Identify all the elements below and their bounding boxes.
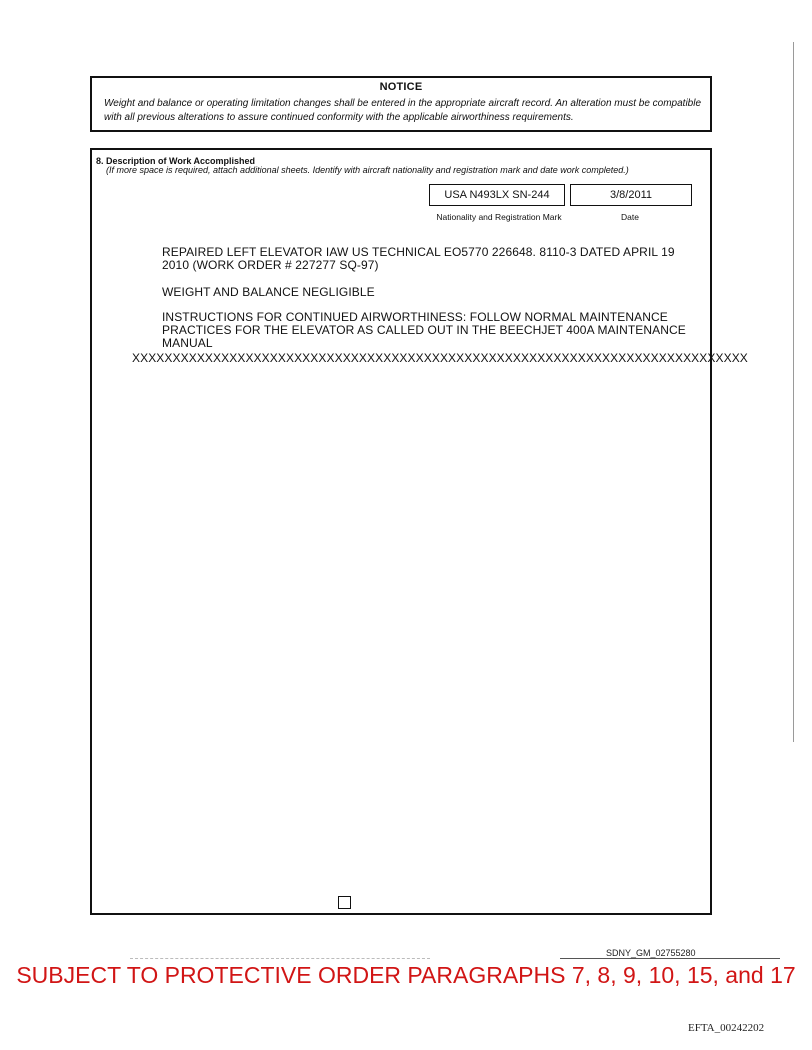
notice-text: Weight and balance or operating limitation changes shall be entered in the appropriate aircraft record. An alteration must be compatible with all previous alterations to assure continued conformity with the applicable airworthiness requirements.	[104, 98, 702, 123]
right-margin-rule	[793, 42, 794, 742]
notice-title: NOTICE	[379, 81, 423, 93]
efta-number: EFTA_00242202	[688, 1022, 765, 1034]
date-field: 3/8/2011	[570, 184, 692, 206]
section-heading: 8. Description of Work Accomplished	[96, 156, 256, 166]
footer-rule	[560, 958, 780, 959]
notice-box	[90, 76, 712, 132]
work-line-instructions: INSTRUCTIONS FOR CONTINUED AIRWORTHINESS: FOLLOW NORMAL MAINTENANCE PRACTICES FOR THE ELEVATOR AS CALLED OUT IN THE BEECHJET 400A MAINTENANCE MANUAL	[162, 310, 686, 350]
section-instructions: (If more space is required, attach additional sheets. Identify with aircraft nationality and registration mark and date work completed.)	[106, 165, 629, 175]
work-description-section	[90, 148, 748, 915]
work-line-weight-balance: WEIGHT AND BALANCE NEGLIGIBLE	[162, 285, 375, 299]
registration-mark-field: USA N493LX SN-244	[429, 184, 565, 206]
checkbox[interactable]	[338, 896, 351, 909]
bates-number: SDNY_GM_02755280	[606, 948, 696, 958]
registration-mark-label: Nationality and Registration Mark	[436, 212, 562, 222]
x-fill-line: XXXXXXXXXXXXXXXXXXXXXXXXXXXXXXXXXXXXXXXXXXXXXXXXXXXXXXXXXXXXXXXXXXXXXXXXXXXX	[132, 351, 748, 365]
footer-dashed-rule	[130, 958, 430, 959]
protective-order-banner: SUBJECT TO PROTECTIVE ORDER PARAGRAPHS 7, 8, 9, 10, 15, and 17	[16, 962, 796, 988]
work-line-repair: REPAIRED LEFT ELEVATOR IAW US TECHNICAL EO5770 226648. 8110-3 DATED APRIL 19 2010 (WORK ORDER # 227277 SQ-97)	[162, 245, 675, 272]
date-label: Date	[621, 212, 639, 222]
